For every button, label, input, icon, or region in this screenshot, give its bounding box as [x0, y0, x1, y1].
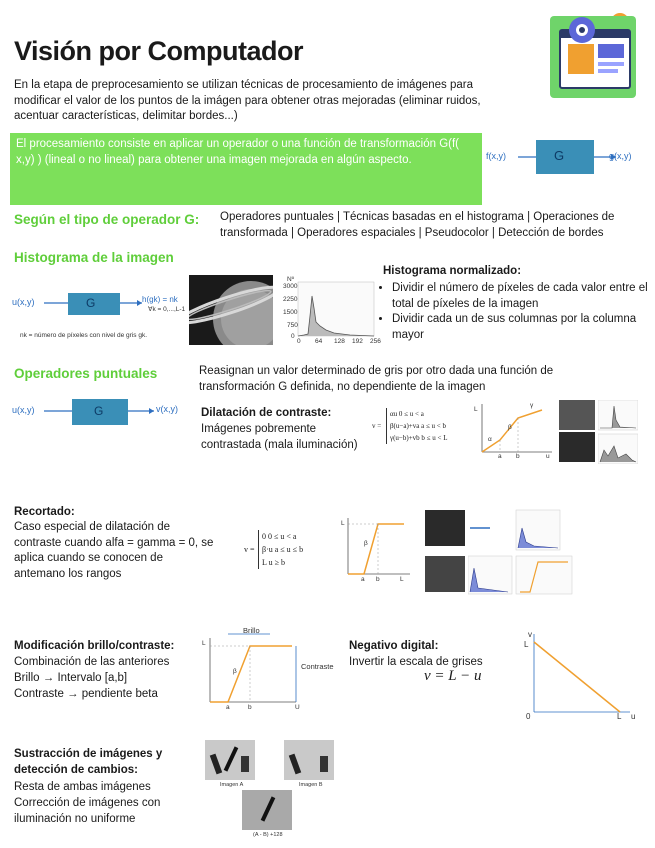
rec-axis-b: b [376, 576, 380, 583]
dil-hist-thumbs [598, 400, 638, 464]
negativo-text: Invertir la escala de grises [349, 656, 483, 668]
norm-bullet-1: • Dividir el número de píxeles de cada valor entre el total de píxeles de la imagen [392, 281, 652, 312]
hist-y-tick-4: 0 [291, 333, 295, 340]
negativo-title: Negativo digital: [349, 640, 439, 652]
hist-y-tick-1: 2250 [283, 296, 298, 303]
sustraccion-image-diff [242, 790, 292, 830]
norm-title: Histograma normalizado: [383, 265, 522, 277]
punt-diagram-op: G [94, 404, 104, 418]
header-illustration [540, 8, 648, 106]
main-diagram [518, 138, 618, 176]
brillo-line-1: Combinación de las anteriores [14, 656, 170, 668]
hist-x-tick-3: 192 [352, 338, 363, 345]
hist-x-tick-2: 128 [334, 338, 345, 345]
hist-diagram-op: G [86, 296, 96, 310]
recortado-photo-1 [425, 510, 465, 546]
hist-input-label: u(x,y) [12, 297, 35, 307]
hist-output-label: h(gk) = nk [142, 295, 178, 304]
hist-output-sub: ∀k = 0,...,L-1 [148, 306, 186, 313]
hist-x-tick-4: 256 [370, 338, 381, 345]
caption-a: Imagen A [220, 782, 244, 788]
saturn-photo [189, 275, 273, 345]
recortado-formula-lhs: v = [244, 545, 255, 554]
dil-axis-l: L [474, 406, 478, 413]
brillo-axis-l: L [202, 640, 206, 647]
punt-output-label: v(x,y) [156, 404, 178, 414]
norm-bullet-2: • Dividir cada un de sus columnas por la columna mayor [392, 312, 652, 343]
diagram-input-label: f(x,y) [486, 151, 506, 161]
hist-x-tick-1: 64 [315, 338, 323, 345]
brillo-axis-u: U [295, 704, 300, 711]
hist-x-tick-0: 0 [297, 338, 301, 345]
brillo-title: Modificación brillo/contraste: [14, 640, 175, 652]
hist-y-label: Nº [287, 276, 295, 283]
contraste-label: Contraste [301, 662, 334, 671]
neg-axis-u: u [631, 712, 636, 721]
negativo-graph [520, 630, 640, 722]
rec-axis-l2: L [400, 576, 404, 583]
hist-note: nk = número de píxeles con nivel de gris gk. [20, 332, 148, 339]
dil-photo-1 [559, 400, 595, 430]
negativo-formula: v = L − u [424, 668, 482, 684]
sustraccion-image-a [205, 740, 255, 780]
neg-axis-l2: L [617, 712, 622, 721]
recortado-hist-thumbs [468, 508, 576, 598]
intro-text: En la etapa de preprocesamiento se utilizan técnicas de procesamiento de imágenes para modificar el valor de los puntos de la imágen para obtener otras mejoradas (eliminar ruidos, acentuar características, delimitar bordes...) [14, 79, 481, 122]
brillo-beta: β [233, 668, 237, 675]
recortado-formula-line-2: β·u a ≤ u ≤ b [262, 545, 304, 554]
hist-y-tick-3: 750 [287, 322, 298, 329]
brillo-graph [200, 630, 340, 712]
rec-axis-a: a [361, 576, 365, 583]
brillo-line-3: Contraste → pendiente beta [14, 688, 158, 700]
caption-b: Imagen B [299, 782, 323, 788]
dil-alpha: α [488, 436, 492, 443]
sustraccion-title: Sustracción de imágenes y detección de cambios: [14, 748, 163, 776]
dil-formula-line-2: β(u−a)+va a ≤ u < b [390, 422, 446, 430]
definition-banner: El procesamiento consiste en aplicar un operador o una función de transformación G(f( x,y) ) (lineal o no lineal) para obtener una imagen mejorada en algún aspecto. [10, 133, 482, 205]
dil-axis-a: a [498, 453, 502, 460]
dil-formula-line-3: γ(u−b)+vb b ≤ u < L [390, 434, 448, 442]
dil-formula-lhs: v = [372, 422, 382, 430]
section-tipo-text: Operadores puntuales | Técnicas basadas en el histograma | Operaciones de transformada | Operadores espaciales | Pseudocolor | Detección de bordes [220, 211, 615, 239]
punt-input-label: u(x,y) [12, 405, 35, 415]
neg-axis-0: 0 [526, 712, 531, 721]
recortado-formula-line-1: 0 0 ≤ u < a [262, 532, 297, 541]
dil-title: Dilatación de contraste: [201, 407, 332, 419]
recortado-graph [340, 514, 414, 582]
sustraccion-line-2: Corrección de imágenes con iluminación no uniforme [14, 797, 161, 825]
brillo-axis-a: a [226, 704, 230, 711]
brillo-line-2: Brillo → Intervalo [a,b] [14, 672, 128, 684]
brillo-axis-b: b [248, 704, 252, 711]
section-tipo-heading: Según el tipo de operador G: [14, 212, 200, 227]
dil-text: Imágenes pobremente contrastada (mala iluminación) [201, 423, 358, 451]
dil-axis-b: b [516, 453, 520, 460]
recortado-photo-2 [425, 556, 465, 592]
dil-gamma: γ [530, 402, 534, 409]
rec-axis-l: L [341, 520, 345, 527]
hist-y-tick-0: 3000 [283, 283, 298, 290]
sustraccion-line-1: Resta de ambas imágenes [14, 781, 151, 793]
diagram-output-label: g(x,y) [609, 151, 632, 161]
page-title: Visión por Computador [14, 36, 304, 66]
caption-diff: (A - B) +128 [253, 832, 283, 838]
rec-beta: β [364, 540, 368, 547]
dil-formula-line-1: αu 0 ≤ u < a [390, 410, 424, 418]
dil-axis-u: u [546, 453, 550, 460]
brillo-label: Brillo [243, 626, 260, 635]
main-diagram-op: G [554, 148, 565, 163]
neg-axis-l: L [524, 640, 529, 649]
norm-bullets [378, 281, 652, 343]
hist-y-tick-2: 1500 [283, 309, 298, 316]
dil-photo-2 [559, 432, 595, 462]
section-punt-text: Reasignan un valor determinado de gris por otro dada una función de transformación G definida, no dependiente de la imagen [199, 365, 554, 393]
recortado-text: Caso especial de dilatación de contraste cuando alfa = gamma = 0, se aplica cuando se conocen de antemano los rangos [14, 521, 214, 580]
dil-beta: β [508, 424, 512, 431]
neg-axis-v: v [528, 630, 532, 639]
dil-graph [472, 400, 556, 462]
section-hist-heading: Histograma de la imagen [14, 250, 174, 265]
sustraccion-image-b [284, 740, 334, 780]
section-punt-heading: Operadores puntuales [14, 366, 158, 381]
recortado-title: Recortado: [14, 506, 75, 518]
recortado-formula-line-3: L u ≥ b [262, 558, 285, 567]
